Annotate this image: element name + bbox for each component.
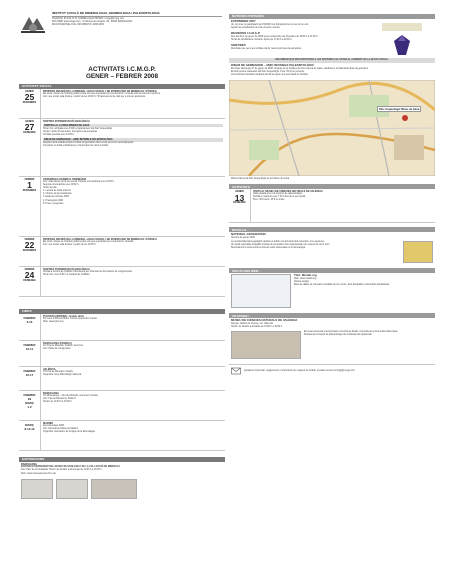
detail-title: NATIONAL GEOGRAPHIC (231, 232, 267, 237)
dinner-text: El proper diumenge 27 de gener de 2008, després de la sortida a la zona minera de Gavà, celebrarem el tradicional dinar de germanor. (231, 67, 369, 70)
event-text: Lloc: seu social, sala d'actes. A partir de les 19:00 h. Hi haurà servei de cafè per a tots els assistents. (43, 96, 146, 99)
map-caption: Plànol d'accés al Parc Arqueològic de les Mines de Gavà. (231, 178, 290, 181)
event-row (19, 237, 225, 267)
activity-title: VISITA AL MUSEU DE CIÈNCIES NATURALS DE VALÈNCIA (253, 189, 323, 193)
museum-text: Adreça: Jardins de Viveros, s/n. València. (231, 323, 274, 326)
fair-title: BARCELONA (FRANÇA) (43, 341, 72, 345)
location-map (229, 80, 435, 176)
exhibition-text: Lloc: Parc de la Ciutadella. Horari: de dimarts a diumenge de 10:00 h a 19:00 h. (21, 469, 103, 472)
event-text: Tornada prevista a les 14:00 h. (43, 134, 75, 137)
exhibition-city: BARCELONA (21, 462, 37, 466)
activity-row (229, 189, 435, 223)
detail-subtitle: Número de gener 2008 (231, 237, 255, 240)
website-screenshot (231, 274, 291, 308)
event-text: Hora i lloc: a les 9:00 h a l'estació de Collbató. (43, 274, 91, 277)
event-text: Lloc: seu social, sala d'actes. A partir de les 19:00 h. (43, 244, 97, 247)
section-header-news: NOTÍCIES D'INTERÈS (229, 14, 435, 19)
event-title: SORTIDA D'OBSERVACIÓ GEOLÒGICA (43, 267, 90, 271)
detail-text: Un ampli reportatge fotogràfic mostra els exemplars més espectaculars de museus de tot el món. (231, 244, 330, 247)
event-row (19, 89, 225, 119)
news-photo (382, 23, 422, 31)
magazine-cover (403, 241, 433, 263)
page-title: ACTIVITATS I.C.M.G.P. (88, 66, 156, 73)
header (19, 10, 225, 46)
dinner-text: Cal confirmar l'assistència abans del 20 de gener a la secretaria de l'Institut. (231, 74, 309, 77)
section-header-social: ACTIVITAT SOCIAL (19, 84, 225, 89)
activity-text: Sortida en autocar a les 7:30 h des de la seu social. (253, 196, 306, 199)
exhibition-title: EXPOSICIÓ PERMANENT DEL MUSEU DE GEOLOGIA I DE LA COL·LECCIÓ DE MINERALS (21, 466, 120, 469)
event-date: FEBRER 1 DIVENDRES (19, 177, 41, 236)
fair-text: XX Mineralexpo – Fira de Minerals, Gemmes i Fòssils. (43, 394, 99, 397)
website-text: Idioma: anglès (294, 281, 309, 284)
event-text: 3. Estat de comptes 2007. (43, 196, 70, 199)
fair-text: 54ª Gem & Mineral Show. Tucson Convention Center. (43, 317, 98, 320)
mail-icon (231, 366, 241, 376)
fair-text: Lloc: Fira de Barcelona, Palau 8. (43, 398, 77, 401)
exhibitions-block (19, 462, 225, 500)
museum-photo (231, 331, 301, 359)
website-text: Web: www.mindat.org (294, 278, 317, 281)
fair-date: FEBRER 2-10 (23, 316, 36, 324)
fair-date: FEBRER 29 MARÇ 1-2 (23, 393, 36, 409)
fair-text: XVI Fira de Minerals i Fòssils. (43, 370, 74, 373)
page-subtitle: GENER – FEBRER 2008 (85, 73, 159, 81)
event-title: PROPERA REUNIÓ DE LA MINERAL·LOGIA SOCIAL I DE INTERCANVI DE MINERALS I FÒSSILS (43, 237, 157, 241)
news-title: REUNIONS I.C.M.G.P. (231, 31, 261, 36)
event-text: Els socis i sòcies de l'Institut podran portar els seus exemplars per a intercanvi i consulta amb la resta de membres. (43, 93, 161, 96)
event-date: GENER 25 DIVENDRES (19, 89, 41, 118)
right-column (229, 14, 435, 377)
dinner-text: El dinar serà al restaurant del Parc Arqueològic. Preu: 25 € per persona. (231, 71, 305, 74)
event-text: Hora i lloc: arribada a les 9:30h a l'aparcament del Parc Arqueològic. (43, 128, 113, 131)
detail-text: Recomanem la seva lectura a tots els socis interessats en la mineralogia. (231, 247, 306, 250)
gemstone-icon (392, 34, 412, 56)
section-header-museum: UN MUSEU… (229, 313, 435, 318)
map-label: Parc Arqueològic Mines de Gavà (379, 107, 420, 111)
activity-text: Visita guiada a les col·leccions de paleontologia. (253, 193, 303, 196)
museum-title: MUSEU DE CIÈNCIES NATURALS DE VALÈNCIA (231, 318, 298, 323)
section-header-exhibitions: EXPOSICIONS (19, 457, 225, 462)
org-name: INSTITUT CATALÀ DE MINERALOGIA, GEMMOLOGIA I PALEONTOLOGIA (52, 11, 160, 15)
website-title: Títol: Mindat.org (294, 273, 317, 278)
fair-row (19, 391, 225, 421)
fair-title: BARCELONA (43, 391, 59, 395)
fair-title: TUCSON (ARIZONA) - Estats Units (43, 314, 84, 318)
event-row (19, 119, 225, 177)
news-text: Un cop més, la participació de l'ICMGP a la fira Expominer va ser tot un èxit. (231, 23, 309, 26)
org-contact-line: TELÈFON: 93 429 31 51 CORREU ELECTRÒNIC: icmgp@icmgp.com (52, 18, 125, 21)
exhibition-photo (21, 479, 53, 499)
exhibition-photo (56, 479, 88, 499)
event-date: FEBRER 24 DIUMENGE (19, 267, 41, 296)
news-text: Recordeu que per a les sortides cal fer reserva prèvia a la secretaria. (231, 48, 302, 51)
event-title: SORTIDA D'OBSERVACIÓ GEOLÒGICA (43, 119, 90, 123)
exhibition-text: Web: www.museuciencies.bcn.cat (21, 472, 56, 475)
news-text: Agraïm la col·laboració de tots els socis i sòcies. (231, 26, 281, 29)
fair-title: VALÈNCIA (43, 367, 56, 371)
news-text: Des del dia 1 de gener de 2008 la seu social obre els divendres de 18:00 h a 21:00 h. (231, 35, 319, 38)
fair-text: Expominerales 2008. (43, 424, 65, 427)
section-header-fairs: FIRES (19, 309, 225, 314)
fair-row (19, 367, 225, 391)
event-title: ASSEMBLEA GENERAL ORDINÀRIA (43, 177, 87, 181)
detail-text: La revista National Geographic dedica un article a la formació dels minerals i a les gemmes. (231, 241, 325, 244)
fair-text: Organitza: Asociación de Amigos de la Mineralogía. (43, 431, 96, 434)
section-header-web: UNA PLANA WEB… (229, 268, 435, 273)
event-text: Els socis i sòcies de l'Institut podran portar els seus exemplars per a intercanvi i consulta. (43, 241, 134, 244)
left-column (19, 10, 225, 500)
footer-note: Qualsevol comentari, suggeriment o informació que vulgueu fer arribar, el podeu enviar a icmgp@icmgp.com (244, 369, 355, 372)
event-text: Després de la sortida es farà un dinar de germanor obert a tots els socis i acompanyants. (43, 142, 134, 145)
notice-text: RECORDEM QUE PER PARTICIPAR A LES SORTIDES CAL ESTAR AL CORRENT DE LA QUOTA SOCIAL. (275, 58, 389, 61)
dinner-title: DINAR DE GERMANOR – AMIC INVISIBLE PALEONTOLÒGIC (231, 63, 315, 68)
org-address-line: PAG.WEB: www.icmgp.com - C/ Adreça de contacte, 08 - 08004 BARCELONA (52, 21, 133, 24)
fair-text: 12ª Fira de Minerals, Fòssils i Gemmes. (43, 344, 84, 347)
event-row (19, 177, 225, 237)
institute-logo-icon (19, 12, 47, 36)
event-text: Ordre del dia: (43, 187, 57, 190)
event-text: Cal portar un fòssil embolicat per a l'intercanvi de l'amic invisible. (43, 145, 109, 148)
activity-date: GENER 13 DIUMENGE (229, 189, 251, 222)
fair-row (19, 421, 225, 451)
footer (229, 364, 435, 377)
museum-text: Horari: de dimarts a dissabte de 10:00 h a 19:00 h. (231, 326, 283, 329)
map-graphic (229, 80, 435, 176)
org-info-line: DICCIONARI DEL FULL INFORMATIU: 2008-2009 (52, 24, 104, 27)
event-text: Grups: màxim 25 persones. Inscripció a la secretaria. (43, 131, 98, 134)
exhibition-photo (91, 479, 137, 499)
activity-text: Preu: 30 € socis, 35 € no socis. (253, 199, 285, 202)
event-text: 5. Precs i preguntes. (43, 202, 65, 205)
fair-row (19, 314, 225, 341)
fair-date: FEBRER 10-11 (23, 343, 36, 351)
event-text: 4. Pressupost 2008. (43, 199, 64, 202)
event-title: PROPERA REUNIÓ DE LA MINERAL·LOGIA SOCIAL I DE INTERCANVI DE MINERALS I FÒSSILS (43, 89, 157, 93)
event-text: Lloc: sala d'actes de la seu social. Primera convocatòria a les 19:00 h. (43, 181, 115, 184)
news-title: SORTIDES (231, 43, 246, 48)
fair-text: Horari: de 10:00 h a 20:00 h. (43, 401, 73, 404)
event-row (19, 267, 225, 297)
fair-title: MADRID (43, 421, 53, 425)
news-text: Horari de la biblioteca: dimarts i dijous de 17:00 h a 20:00 h. (231, 39, 293, 42)
event-text: Sortida a la zona de Collbató i Montserrat per observar les formacions de conglomerats. (43, 271, 133, 274)
event-subheading: DINAR DE GERMANOR – AMIC INVISIBLE PALEONTOLÒGIC (43, 138, 223, 142)
fair-text: Lloc: Escuela de Minas de Madrid. (43, 428, 79, 431)
event-text: Segona convocatòria a les 19:30 h. (43, 184, 80, 187)
event-text: 2. Informe de la presidència. (43, 193, 72, 196)
event-subheading: SORTIDA A LA ZONA MINERA DE GAVÀ (43, 124, 223, 128)
museum-text: El museu presenta una important col·lecció de fòssils i minerals de la Comunitat Valenciana. (304, 331, 398, 334)
website-text: Base de dades de minerals i localitats de tot el món, amb fotografies i informació actualitzada. (294, 284, 390, 287)
event-date: GENER 27 DIUMENGE (19, 119, 41, 176)
fair-date: MARÇ 8-10-12 (24, 423, 35, 431)
fair-row (19, 341, 225, 367)
museum-text: Destaca la col·lecció de paleontologia de vertebrats del Quaternari. (304, 334, 373, 337)
fair-date: FEBRER 16-17 (23, 369, 36, 377)
section-header-details: DETALLS… (229, 227, 435, 232)
fair-text: Lloc: Palau de Congressos. (43, 348, 72, 351)
fair-text: Organitza: Grup Mineralògic Valencià. (43, 374, 82, 377)
fair-text: Web: www.tgms.org (43, 321, 64, 324)
event-text: 1. Lectura de l'acta anterior. (43, 190, 72, 193)
section-header-activities: ACTIVITATS (229, 184, 435, 189)
event-date: FEBRER 22 DIVENDRES (19, 237, 41, 266)
news-title: EXPOMINER 2007 (231, 18, 256, 23)
